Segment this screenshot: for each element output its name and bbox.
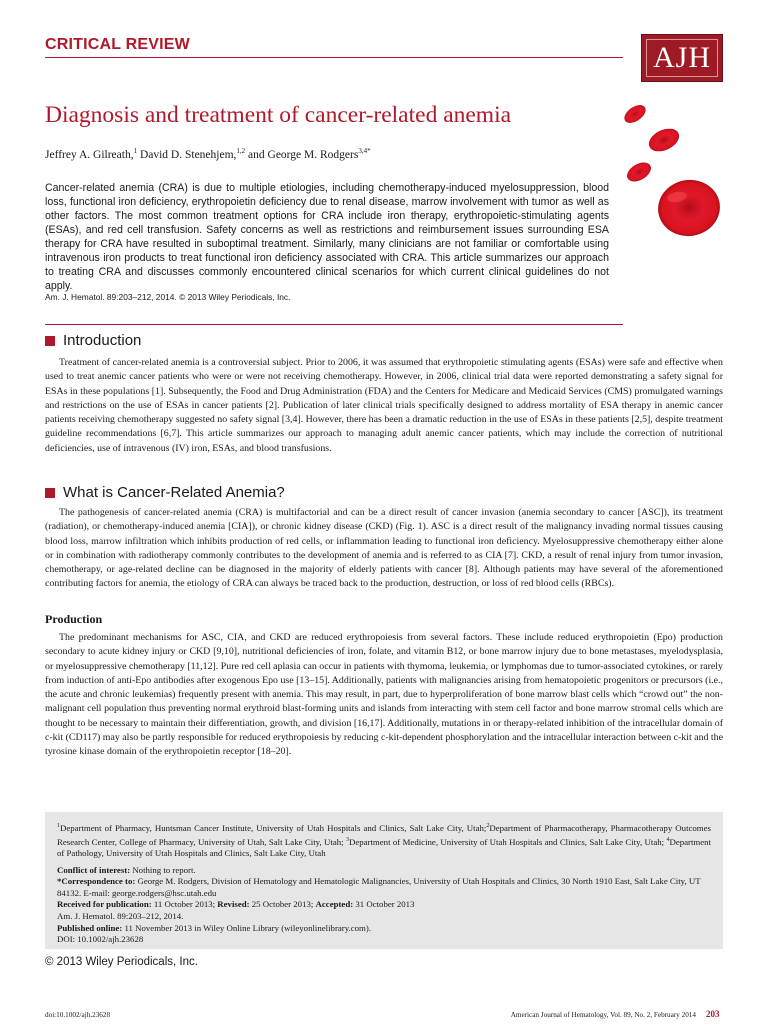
publication-dates: Received for publication: 11 October 2013; Revised: 25 October 2013; Accepted: 31 October 2013 [57, 899, 415, 910]
author-name: and George M. Rodgers [248, 148, 359, 161]
section-label: CRITICAL REVIEW [45, 36, 190, 53]
introduction-body: Treatment of cancer-related anemia is a controversial subject. Prior to 2006, it was assumed that erythropoietic stimulating agents (ESAs) were safe and effective when used to treat anemic cancer patients who were or were not receiving chemotherapy. However, in 2006, clinical trial data were reported demonstrating a safety signal for ESAs in these populations [1]. Subsequently, the Food and Drug Administration (FDA) and the Centers for Medicare and Medicaid Services (CMS) promulgated warnings and restrictions on the use of ESAs in cancer patients [2]. Publication of later clinical trials specifically designed to address mortality of ESA therapy in anemic cancer patients receiving chemotherapy suggested no safety signal [3,4]. However, there has been a dramatic reduction in the use of ESAs in these patients [2,5], despite treatment guideline recommendations [6,7]. This article summarizes our approach to managing adult anemic cancer patients, which may include the correction of nutritional deficiencies, use of intravenous (IV) iron, ESAs, and blood transfusions. [45, 357, 723, 454]
blood-cell-mid-small [624, 159, 655, 186]
what-is-cra-body: The pathogenesis of cancer-related anemia (CRA) is multifactorial and can be a direct result of cancer invasion (anemia secondary to cancer [ASC]), its treatment (radiation), or chemotherapy-induced anemia [CIA]), or chronic kidney disease (CKD) (Fig. 1). ASC is a direct result of the malignancy invading normal tissues causing blood loss, marrow infiltration which inhibits production of red cells, or inflammation leading to functional iron deficiency. Myelosuppressive chemotherapy either alone or in combination with radiotherapy commonly contributes to the development of anemia and is referred to as CIA [7]. CKD, a result of renal injury from tumor invasion, chemotherapy, or age-related decline can be diagnosed in the majority of elderly patients with cancer [8]. Although patients may have several of the aforementioned contributing factors for anemia, the etiology of CRA can always be traced back to the production, destruction, or loss of red blood cells (RBCs). [45, 507, 723, 590]
introduction-heading [45, 332, 141, 349]
heading-square-icon [45, 488, 55, 498]
what-is-cra-heading [45, 484, 285, 501]
red-blood-cells-image [612, 96, 728, 246]
page-number: 203 [706, 1009, 720, 1019]
affiliations: $^1$Department of Pharmacy, Huntsman Cancer Institute, University of Utah Hospitals and Clinics, Salt Lake City, Utah;$^2$Department of Pharmacotherapy, Pharmacotherapy Outcomes Research Center, College of Pharmacy, University of Utah, Salt Lake City, Utah; $^3$Department of Medicine, University of Utah Hospitals and Clinics, Salt Lake City, Utah; $^4$Department of Pathology, University of Utah Hospitals and Clinics, Salt Lake City, Utah [57, 822, 711, 859]
heading-square-icon [45, 336, 55, 346]
published-online: Published online: 11 November 2013 in Wiley Online Library (wileyonlinelibrary.com). [57, 922, 372, 933]
journal-logo: AJH [641, 34, 723, 82]
doi-link[interactable]: DOI: 10.1002/ajh.23628 [57, 934, 144, 945]
correspondence: *Correspondence to: George M. Rodgers, Division of Hematology and Hematologic Malignancies, University of Utah Hospitals and Clinics, 30 North 1910 East, Salt Lake City, UT 84132. E-mail: george.rodgers@hsc.utah.edu [57, 876, 701, 898]
heading-text: What is Cancer-Related Anemia? [63, 484, 285, 501]
blood-cell-large [654, 175, 725, 241]
author-affil: 1 [133, 147, 138, 155]
production-heading: Production [45, 612, 103, 626]
abstract: Cancer-related anemia (CRA) is due to multiple etiologies, including chemotherapy-induced myelosuppression, blood loss, functional iron deficiency, erythropoietin deficiency due to renal disease, marrow involvement with tumor as well as other factors. The most common treatment options for CRA include iron therapy, erythropoietic-stimulating agents (ESAs), and red cell transfusion. Safety concerns as well as restrictions and reimbursement issues surrounding ESA therapy for CRA have resulted in suboptimal treatment. Similarly, many clinicians are not familiar or comfortable using intravenous iron products to treat functional iron deficiency associated with CRA. This article summarizes our approach to treating CRA and discusses commonly encountered clinical scenarios for which current clinical guidelines do not apply. [45, 182, 609, 292]
author-affil: 3,4* [358, 147, 371, 155]
copyright: © 2013 Wiley Periodicals, Inc. [45, 956, 198, 968]
citation: Am. J. Hematol. 89:203–212, 2014. © 2013 Wiley Periodicals, Inc. [45, 292, 291, 302]
heading-text: Introduction [63, 332, 142, 349]
journal-reference: Am. J. Hematol. 89:203–212, 2014. [57, 911, 184, 921]
footer-journal: American Journal of Hematology, Vol. 89, No. 2, February 2014 [510, 1011, 696, 1019]
header-rule [45, 57, 623, 58]
conflict-of-interest: Conflict of interest: Nothing to report. [57, 864, 196, 875]
author-name: David D. Stenehjem, [139, 148, 237, 161]
footnote-box [45, 812, 723, 949]
author-affil: 1,2 [236, 147, 246, 155]
author-list [45, 147, 371, 161]
blood-cell-medium [645, 124, 682, 156]
article-title: Diagnosis and treatment of cancer-related anemia [45, 102, 512, 128]
abstract-rule [45, 324, 623, 325]
author-name: Jeffrey A. Gilreath, [45, 148, 134, 161]
production-body: The predominant mechanisms for ASC, CIA, and CKD are reduced erythropoiesis from several factors. These include reduced erythropoietin (Epo) production secondary to acute kidney injury or CKD [9,10], nutritional deficiencies of iron, folate, and vitamin B12, or bone marrow injury due to bone metastases, myelodysplasia, or myelosuppressive chemotherapy [11,12]. Pure red cell aplasia can occur in patients with thymoma, leukemia, or lymphomas due to tumor-associated cytokines, or rarely from induction of anti-Epo antibodies after exogenous Epo use [13–15]. Additionally, patients with malignancies arising from hematopoietic progenitors or precursors (i.e., the acute and chronic leukemias) frequently present with anemia. This may result, in part, due to hyperproliferation of bone marrow blast cells which “crowd out” the non-malignant cell population thus preventing normal erythroid blast-forming units and islands from interacting with stem cell factor and bone marrow stromal cells which are thought to be necessary to maintain their differentiation, growth, and division [16,17]. Additionally, mutations in or therapy-related inhibition of the intracellular domain of c-kit (CD117) may also be partly responsible for reduced erythropoiesis by reducing c-kit-dependent phosphorylation and the intracellular interaction between c-kit and the tyrosine kinase domain of the erythropoietin receptor [18–20]. [45, 632, 723, 758]
blood-cell-small [621, 101, 649, 126]
footer-doi: doi:10.1002/ajh.23628 [45, 1011, 111, 1019]
